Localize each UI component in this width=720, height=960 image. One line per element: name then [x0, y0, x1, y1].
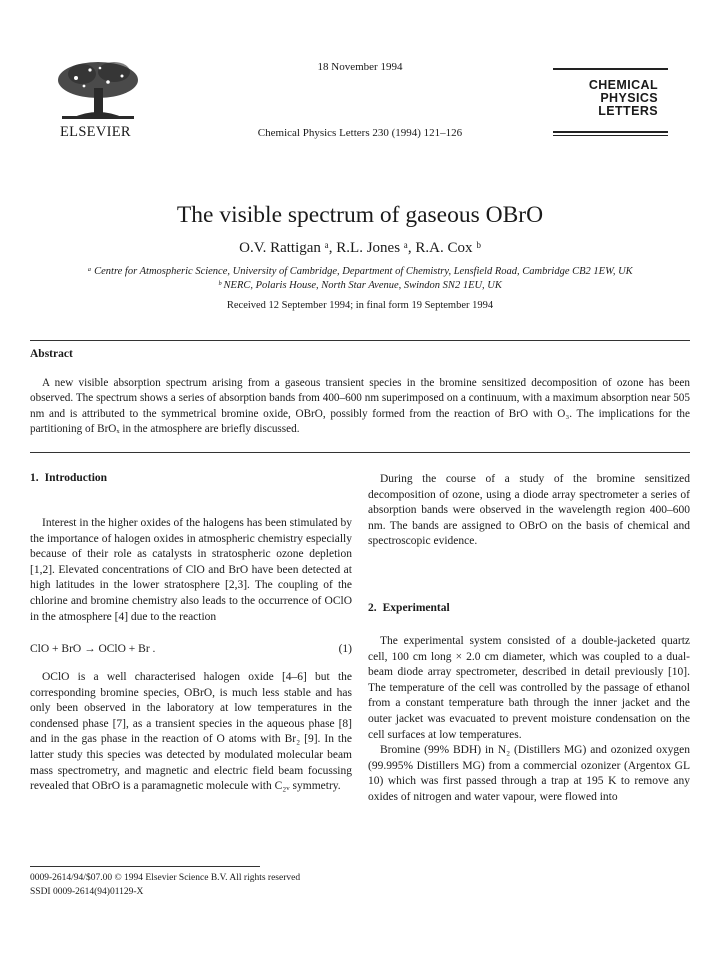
intro-paragraph-3 [368, 472, 690, 550]
author-list: O.V. Rattigan ᵃ, R.L. Jones ᵃ, R.A. Cox ᵇ [239, 240, 481, 256]
header-rule-bottom [553, 131, 668, 133]
ssdi-line: SSDI 0009-2614(94)01129-X [30, 887, 144, 897]
paragraph-text: Bromine (99% BDH) in N₂ (Distillers MG) and ozonized oxygen (99.995% Distillers MG) from a commercial ozonizer (Argentox GL 10) which was first passed through a trap at 195 K to remove any oxides of nitrogen and water vapour, were flowed into [368, 744, 690, 803]
equation-number: (1) [338, 643, 352, 655]
equation-text: ClO + BrO → OClO + Br . [30, 643, 156, 655]
section-heading-experimental [368, 602, 450, 614]
copyright-line: 0009-2614/94/$07.00 © 1994 Elsevier Science B.V. All rights reserved [30, 873, 301, 883]
section-title: Introduction [44, 472, 108, 484]
paragraph-text: During the course of a study of the bromine sensitized decomposition of ozone, using a diode array spectrometer a series of absorption bands were observed in the wavelength region 400–600 nm. The bands are assigned to OBrO on the basis of chemical and spectroscopic evidence. [368, 473, 690, 548]
section-number: 2. [368, 602, 377, 614]
abstract-rule-bottom [30, 452, 690, 453]
affiliation-a: ᵃ Centre for Atmospheric Science, University of Cambridge, Department of Chemistry, Lensfield Road, Cambridge CB2 1EW, UK [87, 266, 633, 277]
section-number: 1. [30, 472, 39, 484]
journal-reference: Chemical Physics Letters 230 (1994) 121–126 [257, 127, 463, 139]
affiliation-b: ᵇ NERC, Polaris House, North Star Avenue, Swindon SN2 1EU, UK [218, 280, 502, 291]
publisher-name: ELSEVIER [60, 124, 131, 140]
experimental-paragraphs [368, 634, 690, 806]
abstract-text: A new visible absorption spectrum arising from a gaseous transient species in the bromine sensitized decomposition of ozone has been observed. The spectrum shows a series of absorption bands from 400–600 nm superimposed on a continuum, with a maximum absorption near 505 nm and is attributed to the symmetrical bromine oxide, OBrO, possibly formed from the reaction of BrO with O₃. The implications for the partitioning of BrOₓ in the atmosphere are briefly discussed. [30, 377, 690, 435]
journal-name-line: PHYSICS [600, 91, 658, 105]
journal-name-line: LETTERS [598, 104, 658, 118]
journal-name-line: CHEMICAL [588, 78, 658, 92]
paragraph-text: Interest in the higher oxides of the halogens has been stimulated by the importance of halogen oxides in atmospheric chemistry especially because of their role as catalysts in stratospheric ozone depletion [1,2]. Elevated concentrations of ClO and BrO have been detected at high latitudes in the lower stratosphere [2,3]. The coupling of the chlorine and bromine chemistry also leads to the occurrence of OClO in the atmosphere [4] due to the reaction [30, 517, 352, 623]
paragraph-text: OClO is a well characterised halogen oxide [4–6] but the corresponding bromine species, OBrO, is much less stable and has only been observed in the laboratory at low temperatures in the condensed phase [7], as a transient species in the aqueous phase [8] and in the gas phase in the reaction of O atoms with Br₂ [9]. In the latter study this species was detected by modulated molecular beam mass spectrometry, and magnetic and electric field beam focussing revealed that OBrO is a paramagnetic molecule with C₂ᵥ symmetry. [30, 671, 352, 793]
footer-rule [30, 866, 260, 867]
equation-1 [30, 643, 352, 655]
received-dates: Received 12 September 1994; in final form 19 September 1994 [226, 300, 494, 311]
intro-paragraph-2 [30, 670, 352, 795]
abstract-heading: Abstract [30, 348, 73, 360]
issue-date: 18 November 1994 [317, 61, 403, 73]
journal-name [589, 79, 658, 118]
paragraph-text: The experimental system consisted of a double-jacketed quartz cell, 100 cm long × 2.0 cm diameter, which was coupled to a dual-beam diode array spectrometer, described in detail previously [10]. The temperature of the cell was controlled by the passage of ethanol from a constant temperature bath through the inner jacket and the outer jacket was evacuated to prevent moisture condensation on the cell surfaces at low temperatures. [368, 635, 690, 741]
section-heading-introduction [30, 472, 107, 484]
header-rule-top [553, 68, 668, 70]
article-title: The visible spectrum of gaseous OBrO [176, 202, 544, 228]
section-title: Experimental [382, 602, 450, 614]
abstract-rule-top [30, 340, 690, 341]
intro-paragraph-1 [30, 516, 352, 625]
header-rule-bottom-2 [553, 135, 668, 136]
